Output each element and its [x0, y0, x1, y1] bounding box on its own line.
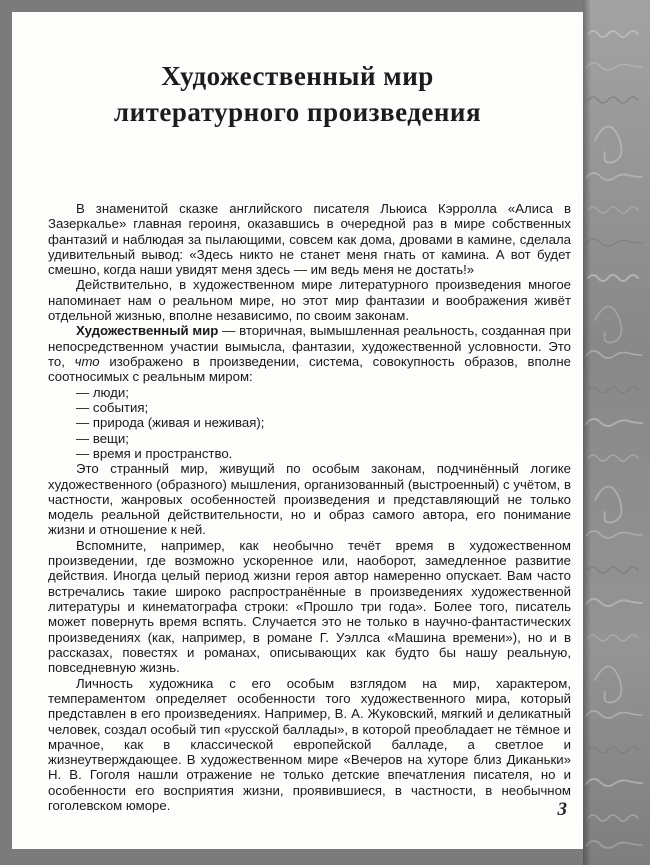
list-item: — природа (живая и неживая);: [76, 415, 265, 431]
paragraph-real-world: Действительно, в художественном мире литературного произведения многое напоминает нам о реальном мире, но этот мир фантазии и воображения живёт отдельной жизнью, вполне независимо, по своим законам.: [48, 277, 571, 324]
definition-text: — вторичная, вымышленная реальность, созданная при непосредственном участии вымысла, фантазии, художественной условности. Это то,: [48, 323, 571, 369]
page-number: 3: [557, 799, 567, 820]
paragraph-time-flow: Вспомните, например, как необычно течёт время в художественном произведении, где возможно ускоренное или, наоборот, замедленное развитие действия. Иногда целый период жизни героя автор намеренно опускает. Вам часто встречались такие широко распространённые в произведениях художественной литературы и кинематографа строки: «Прошло три года». Более того, писатель может повернуть время вспять. Случается это не только в научно-фантастических произведениях (как, например, в романе Г. Уэллса «Машина времени»), но и в рассказах, повестях и романах, описывающих как будто бы нашу реальную, повседневную жизнь.: [48, 537, 571, 676]
paragraph-strange-world: Это странный мир, живущий по особым законам, подчинённый логике художественного (образного) мышления, организованный (выстроенный) с учётом, в частности, жанровых особенностей произведения и представляющий не только модель реальной действительности, но и образ самого автора, его понимание жизни и отношение к ней.: [48, 461, 571, 538]
list-item: — люди;: [76, 384, 129, 400]
emphasized-word: что: [74, 354, 100, 369]
page-title-line1: Художественный мир: [161, 61, 434, 91]
paragraph-intro-carroll: В знаменитой сказке английского писателя Льюиса Кэрролла «Алиса в Зазеркалье» главная героиня, оказавшись в очередной раз в мире собственных фантазий и наблюдая за пылающими, совсем как дома, дровами в камине, сделала удивительный вывод: «Здесь никто не станет меня гнать от камина. А вот будет смешно, когда наши увидят меня здесь — им ведь меня не достать!»: [48, 200, 571, 278]
list-item: — события;: [76, 399, 149, 415]
page-title: [42, 58, 553, 131]
definition-tail: изображено в произведении, система, совокупность образов, вполне соотносимых с реальным миром:: [48, 354, 571, 385]
term-artistic-world: Художественный мир: [76, 323, 219, 339]
paragraph-definition: [48, 323, 571, 384]
page-paper: [12, 12, 583, 849]
page-body-text: [12, 201, 583, 814]
list-item: — вещи;: [76, 430, 129, 446]
margin-handwriting-texture: [583, 0, 650, 865]
list-item: — время и пространство.: [76, 445, 233, 461]
page-title-line2: литературного произведения: [113, 97, 482, 128]
paragraph-author-personality: Личность художника с его особым взглядом на мир, характером, темпераментом определяет особенности того художественного мира, который представлен в его произведениях. Например, В. А. Жуковский, мягкий и деликатный человек, создал особый тип «русской баллады», в которой преобладает не тёмное и мрачное, как в классической европейской балладе, а светлое и жизнеутверждающее. В художественном мире «Вечеров на хуторе близ Диканьки» Н. В. Гоголя нашли отражение не только детские впечатления писателя, но и особенности его восприятия жизни, проявившиеся, в частности, в необычном гоголевском юморе.: [48, 675, 571, 814]
